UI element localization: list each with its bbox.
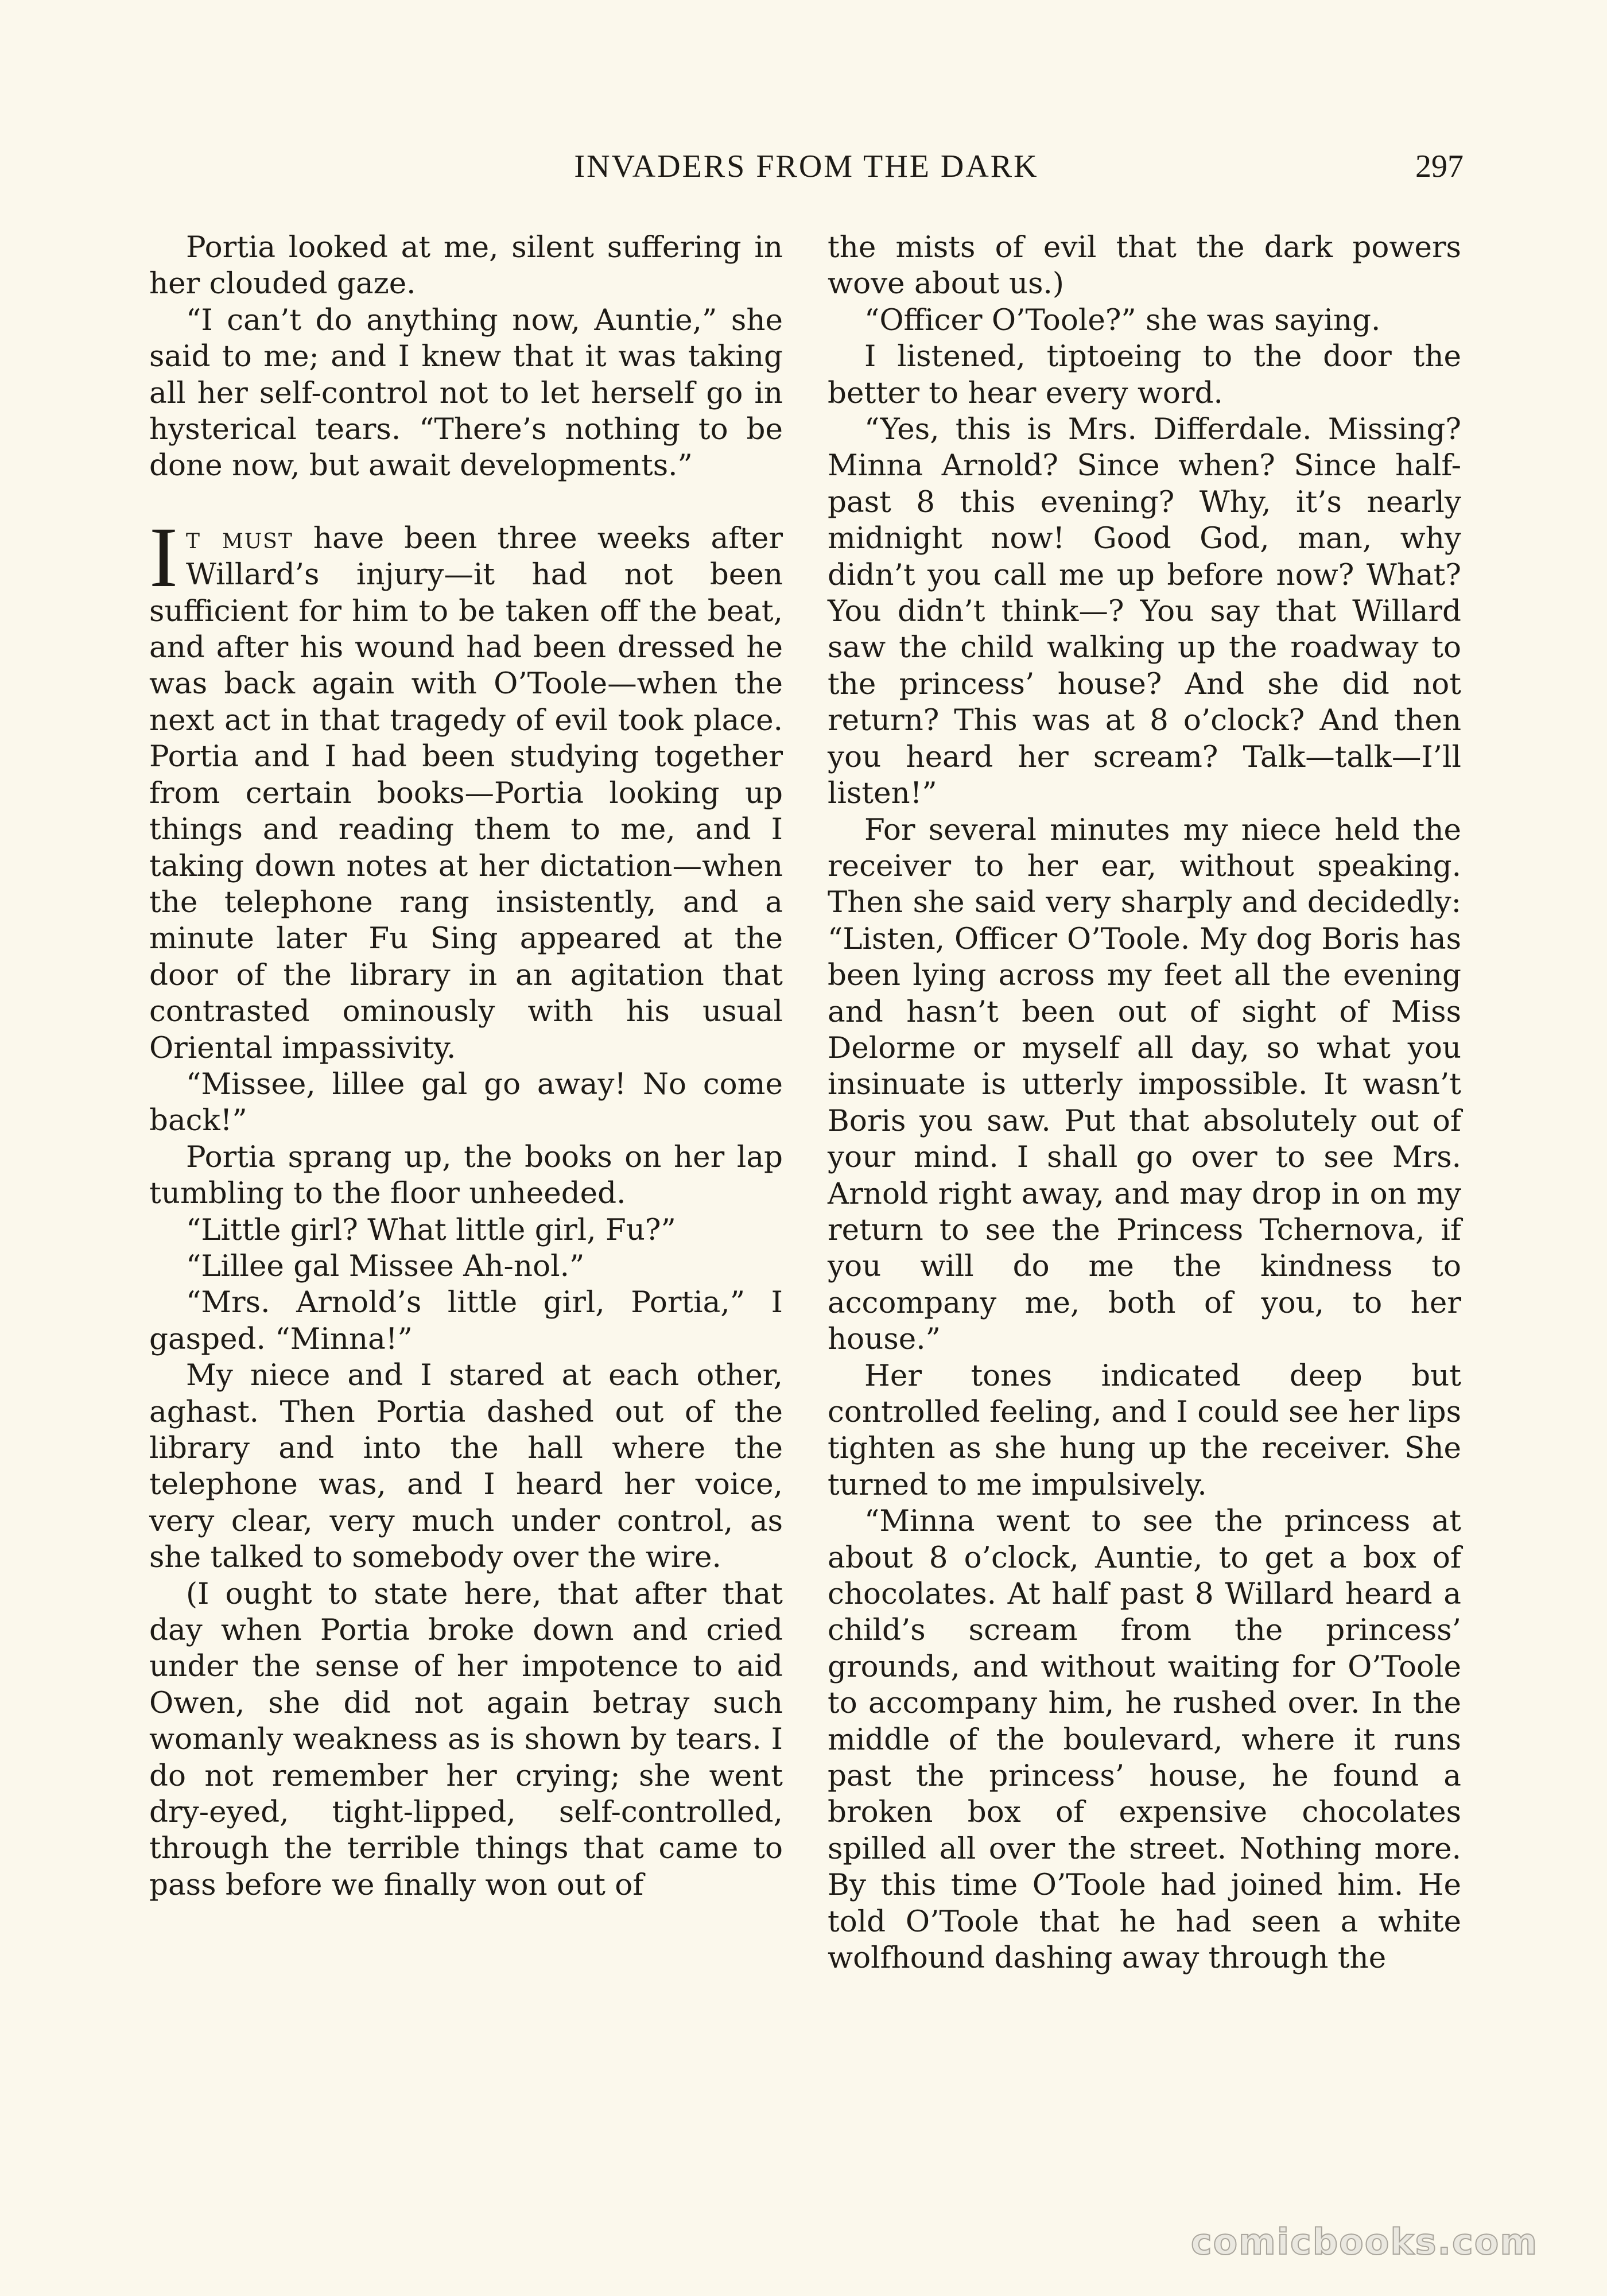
section-opening-paragraph xyxy=(149,509,783,1066)
paragraph: “Officer O’Toole?” she was saying. xyxy=(864,302,1381,338)
paragraph: “Mrs. Arnold’s little girl, Portia,” I gasped. “Minna!” xyxy=(149,1285,783,1356)
site-watermark: comicbooks.com xyxy=(1190,2221,1538,2263)
paragraph: Her tones indicated deep but controlled feeling, and I could see her lips tighten as she hung up the receiver. She turned to me impulsively. xyxy=(828,1358,1461,1502)
running-title: INVADERS FROM THE DARK xyxy=(574,149,1039,184)
page-number: 297 xyxy=(1415,149,1464,184)
small-caps-lead: t must xyxy=(185,521,293,556)
page-header xyxy=(149,144,1464,189)
paragraph: I listened, tiptoeing to the door the better to hear every word. xyxy=(828,339,1461,410)
left-column xyxy=(149,230,783,1903)
paragraph: “Missee, lillee gal go away! No come back!” xyxy=(149,1066,783,1138)
right-column xyxy=(828,230,1461,1977)
paragraph: “Lillee gal Missee Ah-nol.” xyxy=(186,1248,585,1283)
paragraph: My niece and I stared at each other, aghast. Then Portia dashed out of the library and into the hall where the telephone was, and I heard her voice, very clear, very much under control, as she talked to somebody over the wire. xyxy=(149,1358,783,1575)
paragraph: “Little girl? What little girl, Fu?” xyxy=(186,1212,676,1247)
paragraph: For several minutes my niece held the receiver to her ear, without speaking. Then she said very sharply and decidedly: “Listen, Officer O’Toole. My dog Boris has been lying across my feet all the evening and hasn’t been out of sight of Miss Delorme or myself all day, so what you insinuate is utterly impossible. It wasn’t Boris you saw. Put that absolutely out of your mind. I shall go over to see Mrs. Arnold right away, and may drop in on my return to see the Princess Tchernova, if you will do me the kindness to accompany me, both of you, to her house.” xyxy=(828,812,1461,1357)
paragraph: Portia looked at me, silent suffering in her clouded gaze. xyxy=(149,230,783,301)
paragraph: “I can’t do anything now, Auntie,” she said to me; and I knew that it was taking all her self-control not to let herself go in hysterical tears. “There’s nothing to be done now, but await developments.” xyxy=(149,302,783,483)
paragraph: (I ought to state here, that after that day when Portia broke down and cried under the sense of her impotence to aid Owen, she did not again betray such womanly weakness as is shown by tears. I do not remember her crying; she went dry-eyed, tight-lipped, self-controlled, through the terrible things that came to pass before we finally won out of xyxy=(149,1576,783,1902)
paragraph: Portia sprang up, the books on her lap tumbling to the floor unheeded. xyxy=(149,1139,783,1211)
paragraph: the mists of evil that the dark powers wove about us.) xyxy=(828,230,1461,301)
paragraph: “Minna went to see the princess at about 8 o’clock, Auntie, to get a box of chocolates. At half past 8 Willard heard a child’s scream from the princess’ grounds, and without waiting for O’Toole to accompany him, he rushed over. In the middle of the boulevard, where it runs past the princess’ house, he found a broken box of expensive chocolates spilled all over the street. Nothing more. By this time O’Toole had joined him. He told O’Toole that he had seen a white wolfhound dashing away through the xyxy=(828,1504,1461,1976)
paragraph: “Yes, this is Mrs. Differdale. Missing? Minna Arnold? Since when? Since half-past 8 this evening? Why, it’s nearly midnight now! Good God, man, why didn’t you call me up before now? What? You didn’t think—? You say that Willard saw the child walking up the roadway to the princess’ house? And she did not return? This was at 8 o’clock? And then you heard her scream? Talk—talk—I’ll listen!” xyxy=(828,412,1461,811)
drop-cap: I xyxy=(149,509,178,605)
paragraph-body: have been three weeks after Willard’s injury—it had not been sufficient for him to be taken off the beat, and after his wound had been dressed he was back again with O’Toole—when the next act in that tragedy of evil took place. Portia and I had been studying together from certain books—Portia looking up things and reading them to me, and I taking down notes at her dictation—when the telephone rang insistently, and a minute later Fu Sing appeared at the door of the library in an agitation that contrasted ominously with his usual Oriental impassivity. xyxy=(149,521,783,1065)
